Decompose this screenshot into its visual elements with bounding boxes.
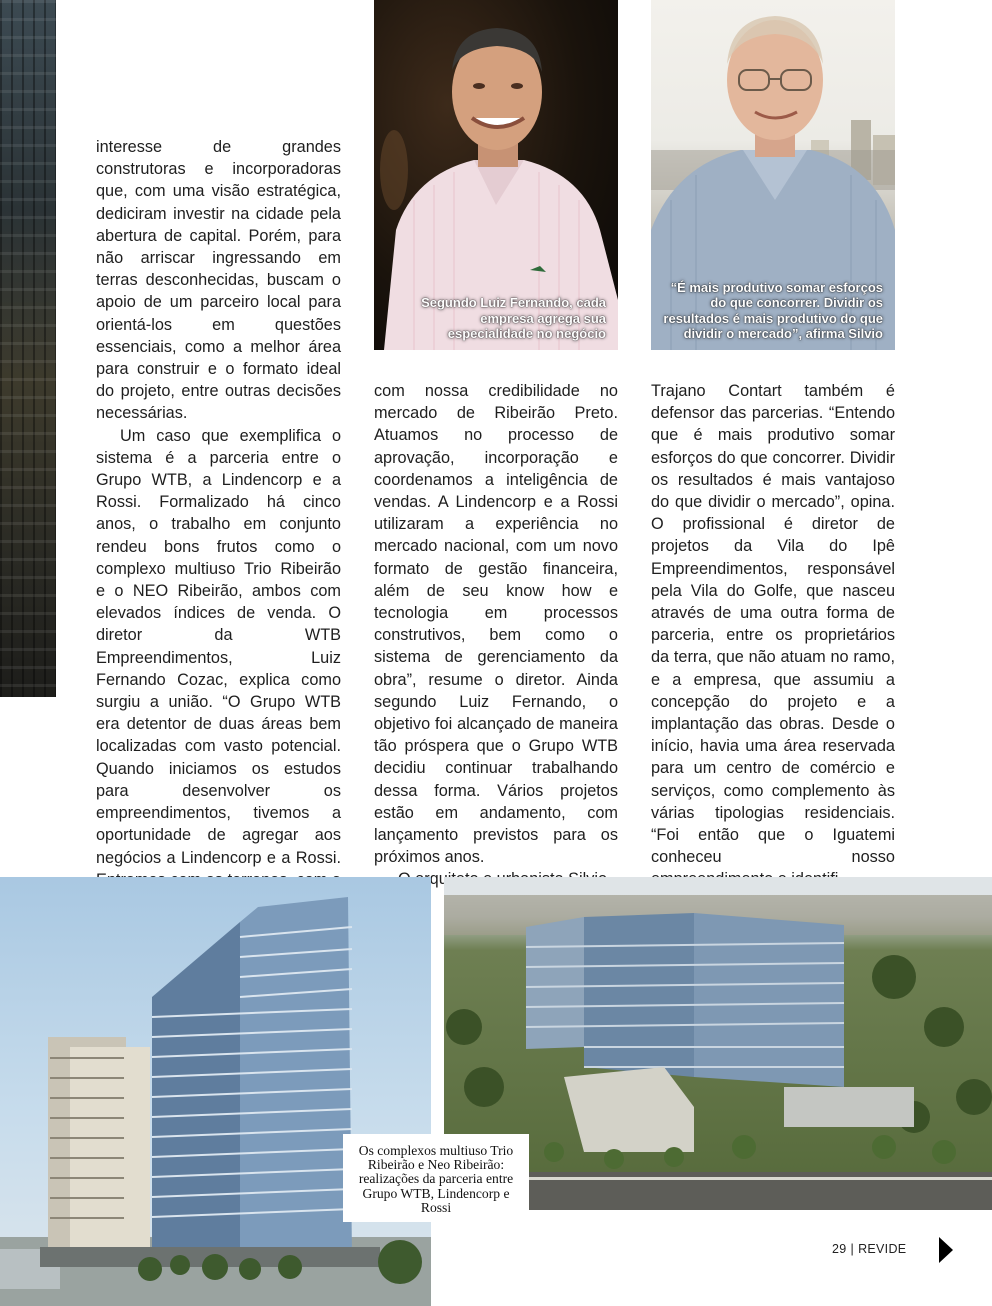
photo-caption: Segundo Luiz Fernando, cada empresa agrega sua especialidade no negócio [421, 295, 606, 342]
article-column-2 [374, 380, 618, 867]
photo-luiz-fernando [374, 0, 618, 350]
next-page-arrow-icon[interactable] [939, 1237, 953, 1263]
folio-separator: | [850, 1242, 855, 1256]
page-number: 29 [832, 1242, 847, 1256]
paragraph: Trajano Contart também é defensor das parcerias. “Entendo que é mais produtivo somar esforços do que concorrer. Dividir os resultados é mais vantajoso do que dividir o mercado”, opina. O profissional é diretor de projetos da Vila do Ipê Empreendimentos, responsável pela Vila do Golfe, que nasceu através de uma outra forma de parceria, entre os proprietários da terra, que não atuam no ramo, e a empresa, que assumiu a concepção do projeto e a implantação das obras. Desde o início, havia uma área reservada para um centro de comércio e serviços, como complemento às várias tipologias residenciais. “Foi então que o Iguatemi conheceu nosso [651, 382, 895, 867]
article-column-3 [651, 380, 895, 867]
towers-illustration [0, 877, 431, 1306]
paragraph: Um caso que exemplifica o sistema é a parceria entre o Grupo WTB, a Lindencorp e a Rossi. Formalizado há cinco anos, o trabalho em conjunto rendeu bons frutos como o complexo multiuso Trio Ribeirão e o NEO Ribeirão, ambos com elevados índices de venda. O diretor da WTB Empreendimentos, Luiz Fernando Cozac, explica como surgiu a união. “O Grupo WTB era detentor de duas áreas bem localizadas com vasto potencial. Quando iniciamos os estudos para desenvolver os empreendimentos, tivemos a oportunidade de agregar aos negócios a Lindencorp e a Rossi. [96, 426, 341, 867]
magazine-name: REVIDE [858, 1242, 907, 1256]
folio [832, 1242, 906, 1256]
rendering-towers [0, 877, 431, 1306]
article-column-1 [96, 136, 341, 867]
building-photo-strip [0, 0, 56, 697]
photo-caption: “É mais produtivo somar esforços do que concorrer. Dividir os resultados é mais produtivo do que dividir o mercado”, afirma Silvio [663, 279, 883, 342]
photo-silvio [651, 0, 895, 350]
paragraph: interesse de grandes construtoras e incorporadoras que, com uma visão estratégica, dediciram investir na cidade pela abertura de capital. Porém, para não arriscar ingressando em terras desconhecidas, buscam o apoio de um parceiro local para orientá-los em questões essenciais, como a melhor área para construir e o formato ideal do projeto, entre outras decisões necessárias. [96, 138, 341, 423]
buildings-caption: Os complexos multiuso Trio Ribeirão e Neo Ribeirão: realizações da parceria entre Grupo WTB, Lindencorp e Rossi [343, 1134, 529, 1222]
paragraph: com nossa credibilidade no mercado de Ribeirão Preto. Atuamos no processo de aprovação, incorporação e coordenamos a inteligência de vendas. A Lindencorp e a Rossi utilizaram a experiência no mercado nacional, com um novo formato de gestão financeira, além de seu know how e tecnologia em processos construtivos, bem como o sistema de gerenciamento da obra”, resume o diretor. Ainda segundo Luiz Fernando, o objetivo foi alcançado de maneira tão próspera que o Grupo WTB decidiu continuar trabalhando dessa forma. Vários projetos estão em andamento, com lançamento previstos para os próximos anos. [374, 382, 618, 867]
